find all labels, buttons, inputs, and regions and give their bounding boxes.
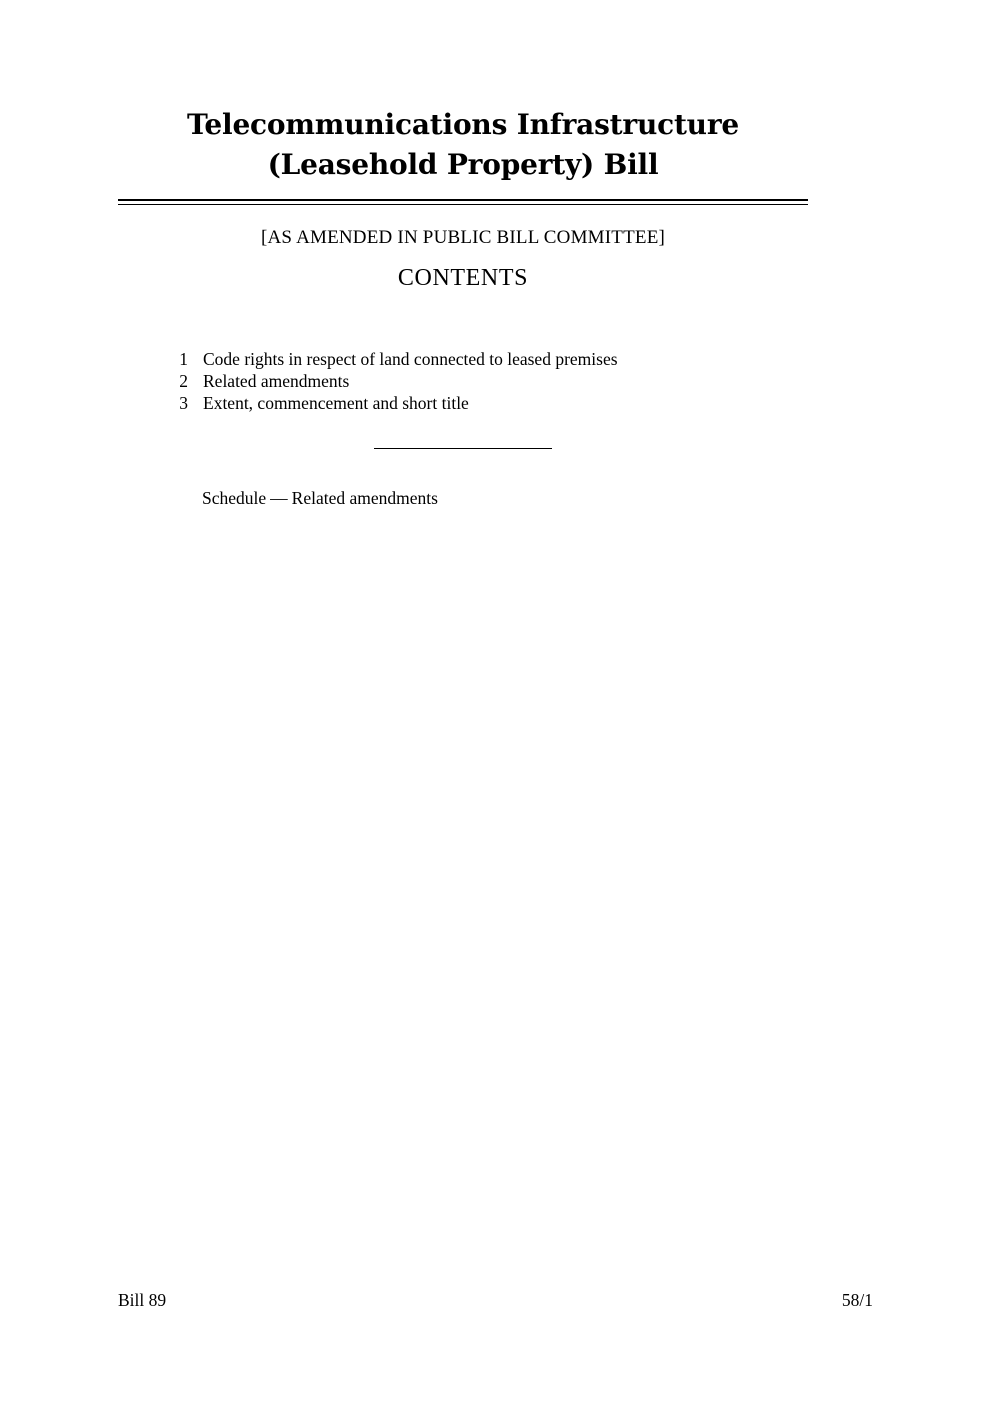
section-divider xyxy=(118,448,808,449)
clause-number: 2 xyxy=(179,371,188,391)
schedule-entry xyxy=(202,487,808,509)
list-item xyxy=(158,392,808,414)
list-item xyxy=(158,348,808,370)
footer-session-number: 58/1 xyxy=(841,1290,873,1310)
page-footer xyxy=(118,1290,873,1311)
clause-title: Extent, commencement and short title xyxy=(203,393,469,413)
clause-list xyxy=(158,348,808,414)
clause-title: Related amendments xyxy=(203,371,350,391)
contents-heading: CONTENTS xyxy=(397,265,529,291)
clause-number: 1 xyxy=(179,349,188,369)
clause-number: 3 xyxy=(179,393,188,413)
status-line: [AS AMENDED IN PUBLIC BILL COMMITTEE] xyxy=(260,227,666,248)
page-title: Telecommunications Infrastructure (Leasehold Property) Bill xyxy=(186,108,740,181)
schedule-label: Schedule xyxy=(202,488,267,508)
schedule-title: Related amendments xyxy=(291,488,438,508)
title-divider xyxy=(118,199,808,205)
section-divider-line xyxy=(374,448,552,449)
list-item xyxy=(158,370,808,392)
schedule-separator: — xyxy=(270,488,288,508)
clause-title: Code rights in respect of land connected to leased premises xyxy=(203,349,618,369)
footer-bill-number: Bill 89 xyxy=(118,1290,167,1310)
document-content xyxy=(118,0,808,509)
